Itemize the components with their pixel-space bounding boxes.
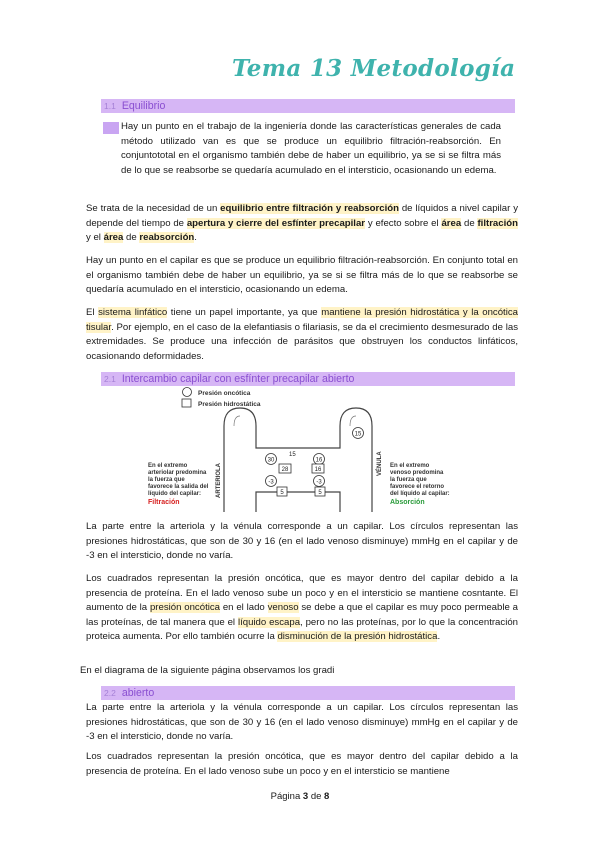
paragraph-equilibrio: Se trata de la necesidad de un equilibrio entre filtración y reabsorción de líquidos a nivel capilar y depende del tiempo de apertura y cierre del esfínter precapilar y efecto sobre el área de filtración y el área de reabsorción. bbox=[86, 203, 518, 244]
legend-circle-icon bbox=[183, 388, 192, 397]
section-header-equilibrio bbox=[101, 99, 515, 113]
bullet-paragraph: Hay un punto en el trabajo de la ingeniería donde las características generales de cada método utilizado van es que se produce un equilibrio filtración-reabsorción. En conjuntototal en el organismo también debe de haber un equilibrio, ya se si se filtra más de lo que se reabsorbe se quedaría acumulado en el intersticio, ocasionando un edema. bbox=[121, 121, 501, 176]
vessel-inner-line bbox=[256, 492, 340, 512]
absorcion-note bbox=[390, 463, 450, 506]
oncotic-arterial-value: 28 bbox=[281, 467, 289, 473]
paragraph-oncotica: Los cuadrados representan la presión oncótica, que es mayor dentro del capilar debido a la presencia de proteína. En el lado venoso sube un poco y en el intersticio se mantiene cosntante. El aumento de la presión oncótica en el lado venoso se debe a que el capilar es muy poco permeable a las proteínas, de tal manera que el líquido escapa, pero no las proteínas, por lo que la concentración proteica aumenta. Por ello también ocurre la disminución de la presión hidrostática. bbox=[86, 573, 518, 643]
capillary-diagram bbox=[142, 386, 502, 518]
page-footer: Página 3 de 8 bbox=[270, 791, 330, 802]
section-label: Intercambio capilar con esfínter precapilar abierto bbox=[121, 373, 355, 385]
svg-text:del líquido al capilar:: del líquido al capilar: bbox=[390, 491, 450, 497]
legend-hidrostatica: Presión hidrostática bbox=[198, 401, 261, 408]
current-page: 3 bbox=[302, 791, 309, 802]
oncotic-venous-value: 16 bbox=[314, 467, 322, 473]
svg-text:favorece la salida del: favorece la salida del bbox=[148, 484, 209, 490]
svg-text:líquido del capilar:: líquido del capilar: bbox=[148, 491, 202, 497]
interstitial-oncotic-value-left: 5 bbox=[280, 490, 284, 496]
interstitial-oncotic-value-right: 5 bbox=[318, 490, 322, 496]
svg-text:arteriolar predomina: arteriolar predomina bbox=[148, 470, 207, 476]
section-label: abierto bbox=[121, 687, 155, 699]
legend-square-icon bbox=[182, 399, 191, 407]
svg-text:En el extremo: En el extremo bbox=[148, 463, 188, 469]
vessel-shading bbox=[234, 416, 356, 426]
section-label: Equilibrio bbox=[121, 100, 166, 112]
hydrostatic-arterial-value: 30 bbox=[267, 457, 275, 464]
total-pages: 8 bbox=[324, 791, 330, 802]
section-number: 2.1 bbox=[104, 374, 116, 384]
svg-text:la fuerza que: la fuerza que bbox=[148, 477, 185, 483]
section-number: 2.2 bbox=[104, 688, 116, 698]
svg-text:venoso predomina: venoso predomina bbox=[390, 470, 444, 476]
paragraph-capilar: La parte entre la arteriola y la vénula corresponde a un capilar. Los círculos representan las presiones hidrostáticas, que son de 30 y 16 (en el lado venoso disminuye) mmHg en el capilar y de -3 en el intersticio, donde no varía. bbox=[86, 521, 518, 562]
venula-label: VÉNULA bbox=[377, 451, 383, 476]
svg-text:En el extremo: En el extremo bbox=[390, 463, 430, 469]
filtracion-note bbox=[148, 463, 209, 506]
section-number: 1.1 bbox=[104, 101, 116, 111]
paragraph-linfatico: El sistema linfático tiene un papel importante, ya que mantiene la presión hidrostática y la oncótica tisular. Por ejemplo, en el caso de la elefantiasis o filariasis, se da el crecimiento desmesurado de las extremidades. Se produce una infección de parásitos que obstruyen los conductos linfáticos, ocasionando deformidades. bbox=[86, 307, 518, 362]
bullet-marker bbox=[103, 122, 119, 134]
section-header-abierto bbox=[101, 686, 515, 700]
paragraph-diagrama: En el diagrama de la siguiente página observamos los gradi bbox=[80, 665, 335, 676]
interstitial-arterial-value: -3 bbox=[268, 479, 274, 486]
venula-value: 15 bbox=[354, 431, 362, 438]
paragraph-oncotica-2: Los cuadrados representan la presión oncótica, que es mayor dentro del capilar debido a la presencia de proteína. En el lado venoso sube un poco y en el intersticio se mantiene bbox=[86, 751, 518, 777]
svg-text:la fuerza que: la fuerza que bbox=[390, 477, 427, 483]
page-title: Tema 13 Metodología bbox=[232, 55, 516, 82]
absorcion-label: Absorción bbox=[390, 499, 425, 506]
interstitial-venous-value: -3 bbox=[316, 479, 322, 486]
hydrostatic-venous-value: 16 bbox=[315, 457, 323, 464]
section-header-intercambio bbox=[101, 372, 515, 386]
paragraph-filtracion: Hay un punto en el capilar es que se produce un equilibrio filtración-reabsorción. En conjunto total en el organismo también debe de haber un equilibrio, ya se si se filtra más de lo que se reabsorbe se quedaría acumulado en el intersticio, ocasionando un edema. bbox=[86, 255, 518, 296]
filtracion-label: Filtración bbox=[148, 499, 180, 506]
paragraph-capilar-2: La parte entre la arteriola y la vénula corresponde a un capilar. Los círculos representan las presiones hidrostáticas, que son de 30 y 16 (en el lado venoso disminuye) mmHg en el capilar y de -3 en el intersticio, donde no varía. bbox=[86, 702, 518, 743]
legend-oncotica: Presión oncótica bbox=[198, 390, 251, 397]
svg-text:favorece el retorno: favorece el retorno bbox=[390, 484, 445, 490]
capillary-15-label: 15 bbox=[289, 452, 296, 458]
arteriola-label: ARTERIOLA bbox=[216, 463, 222, 498]
